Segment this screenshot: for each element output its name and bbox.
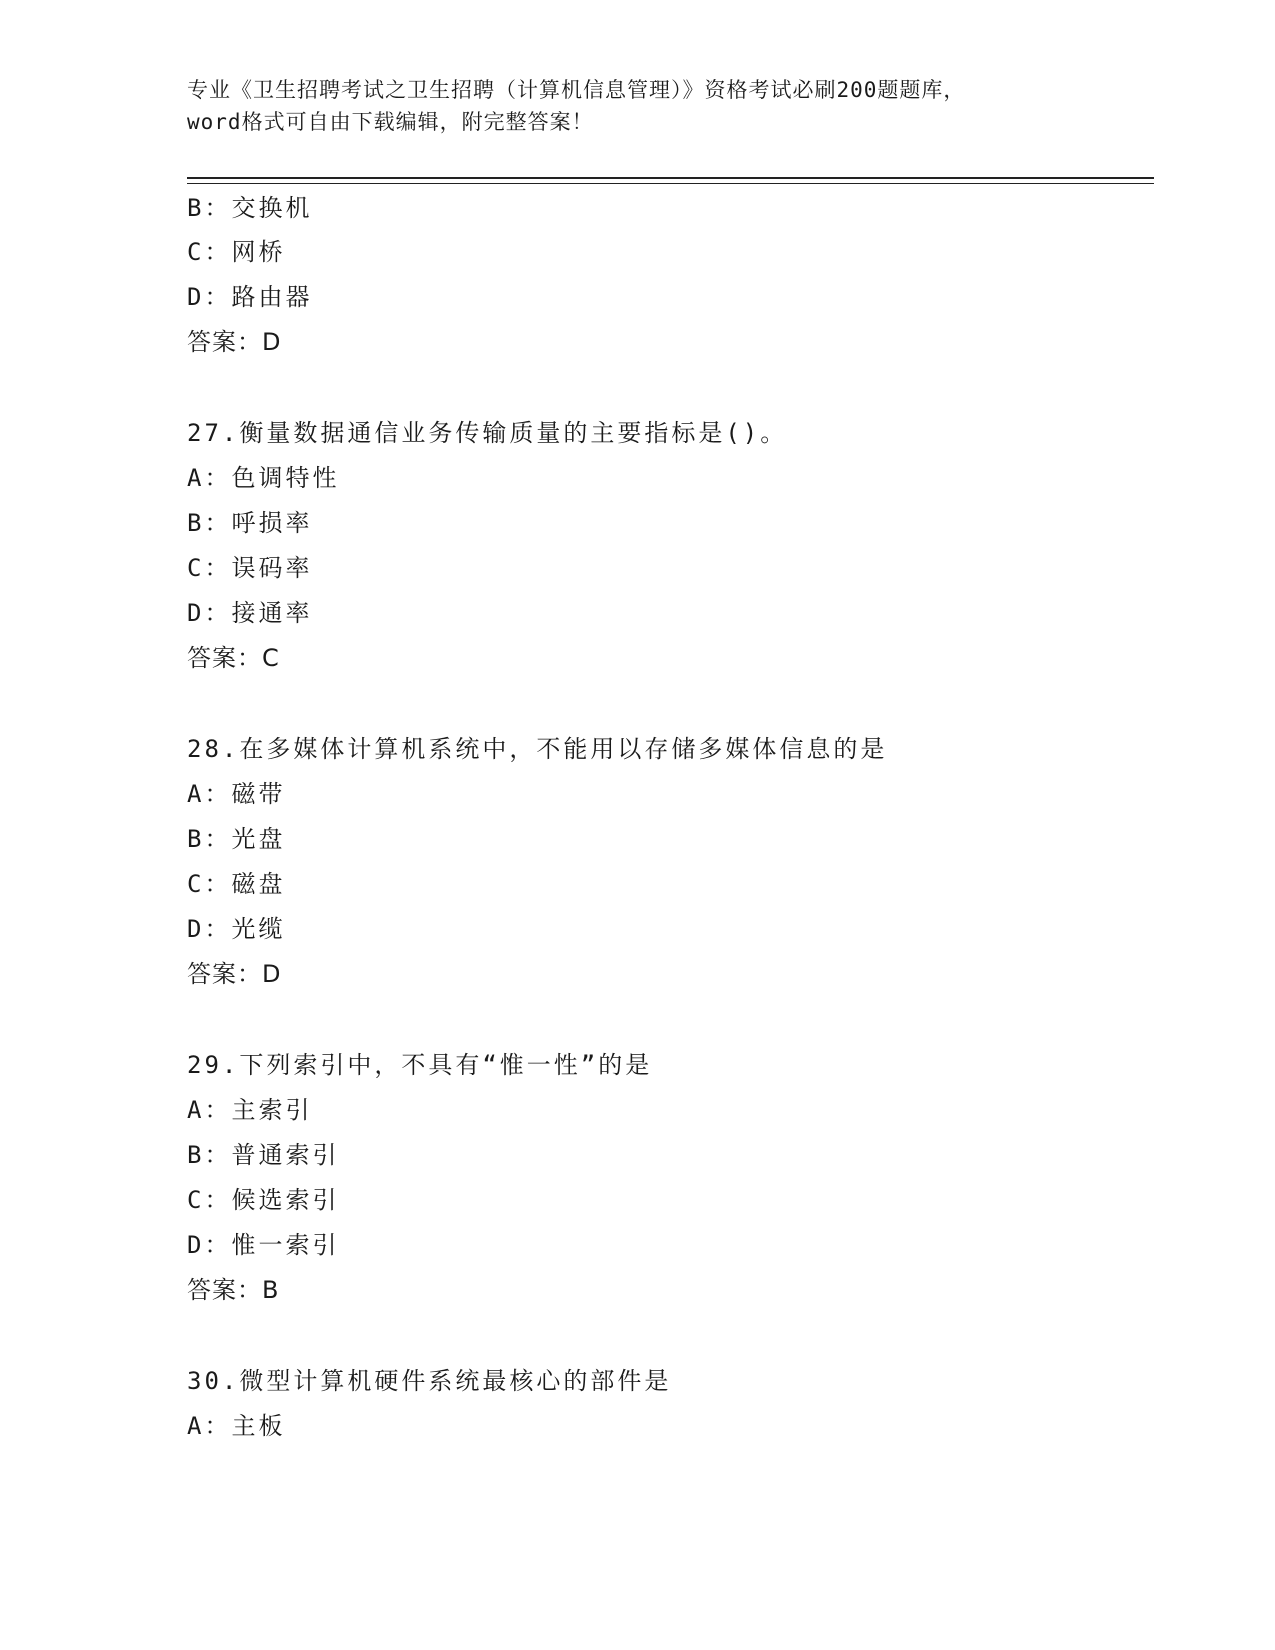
- q26-option-b: B：交换机: [187, 194, 313, 222]
- q29-option-b: B：普通索引: [187, 1141, 340, 1169]
- q26-answer: 答案：D: [187, 328, 282, 356]
- q30-question: 30.微型计算机硬件系统最核心的部件是: [187, 1367, 672, 1395]
- q28-option-d: D：光缆: [187, 915, 286, 943]
- header-divider-thin: [187, 183, 1154, 184]
- header-subtitle-line: word格式可自由下载编辑，附完整答案！: [187, 110, 594, 134]
- q29-question: 29.下列索引中，不具有“惟一性”的是: [187, 1051, 653, 1079]
- q29-option-c: C：候选索引: [187, 1186, 340, 1214]
- q27-option-c: C：误码率: [187, 554, 313, 582]
- header-divider-thick: [187, 177, 1154, 179]
- q28-answer: 答案：D: [187, 960, 282, 988]
- q28-option-b: B：光盘: [187, 825, 286, 853]
- q27-option-a: A：色调特性: [187, 464, 340, 492]
- q29-answer: 答案：B: [187, 1276, 280, 1304]
- q27-question: 27.衡量数据通信业务传输质量的主要指标是()。: [187, 419, 788, 447]
- q27-option-d: D：接通率: [187, 599, 313, 627]
- q30-option-a: A：主板: [187, 1412, 286, 1440]
- q29-option-a: A：主索引: [187, 1096, 313, 1124]
- document-header: [187, 74, 1087, 138]
- header-title-line: 专业《卫生招聘考试之卫生招聘（计算机信息管理）》资格考试必刷200题题库，: [187, 78, 966, 102]
- q27-option-b: B：呼损率: [187, 509, 313, 537]
- q26-option-c: C：网桥: [187, 238, 286, 266]
- q26-option-d: D：路由器: [187, 283, 313, 311]
- q29-option-d: D：惟一索引: [187, 1231, 340, 1259]
- q28-option-c: C：磁盘: [187, 870, 286, 898]
- q28-option-a: A：磁带: [187, 780, 286, 808]
- q28-question: 28.在多媒体计算机系统中，不能用以存储多媒体信息的是: [187, 735, 888, 763]
- q27-answer: 答案：C: [187, 644, 280, 672]
